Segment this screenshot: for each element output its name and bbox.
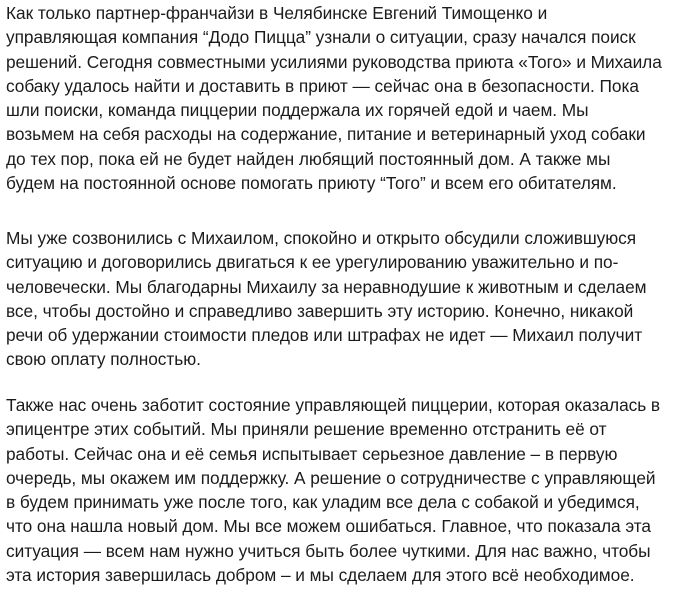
paragraph-line: очередь, мы окажем им поддержку. А решение о сотрудничестве с управляющей — [6, 467, 656, 488]
paragraph-line: управляющая компания “Додо Пицца” узнали о ситуации, сразу начался поиск — [6, 27, 636, 48]
paragraph-2 — [6, 226, 696, 372]
paragraph-line: человечески. Мы благодарны Михаилу за неравнодушие к животным и сделаем — [6, 276, 647, 297]
paragraph-line: эпицентре этих событий. Мы приняли решение временно отстранить её от — [6, 419, 607, 440]
paragraph-line: работы. Сейчас она и её семья испытывает серьезное давление – в первую — [6, 443, 618, 464]
paragraph-3 — [6, 393, 696, 587]
paragraph-line: возьмем на себя расходы на содержание, питание и ветеринарный уход собаки — [6, 124, 646, 145]
paragraph-line: будем на постоянной основе помогать приюту “Того” и всем его обитателям. — [6, 173, 617, 194]
paragraph-line: ситуацию и договорились двигаться к ее урегулированию уважительно и по- — [6, 252, 619, 273]
paragraph-line: решений. Сегодня совместными усилиями руководства приюта «Того» и Михаила — [6, 51, 662, 72]
paragraph-line: что она нашла новый дом. Мы все можем ошибаться. Главное, что показала эта — [6, 516, 651, 537]
paragraph-line: ситуация — всем нам нужно учиться быть более чуткими. Для нас важно, чтобы — [6, 540, 651, 561]
paragraph-line: шли поиски, команда пиццерии поддержала их горячей едой и чаем. Мы — [6, 100, 589, 121]
paragraph-line: в будем принимать уже после того, как уладим все дела с собакой и убедимся, — [6, 492, 640, 513]
paragraph-line: речи об удержании стоимости пледов или штрафах не идет — Михаил получит — [6, 325, 643, 346]
paragraph-line: Как только партнер-франчайзи в Челябинске Евгений Тимощенко и — [6, 3, 548, 23]
paragraph-line: собаку удалось найти и доставить в приют — сейчас она в безопасности. Пока — [6, 75, 639, 96]
paragraph-line: все, чтобы достойно и справедливо завершить эту историю. Конечно, никакой — [6, 300, 634, 321]
paragraph-1 — [6, 1, 696, 195]
paragraph-line: эта история завершилась добром – и мы сделаем для этого всё необходимое. — [6, 565, 635, 586]
paragraph-line: до тех пор, пока ей не будет найден любящий постоянный дом. А также мы — [6, 148, 611, 169]
paragraph-line: свою оплату полностью. — [6, 349, 201, 370]
paragraph-line: Также нас очень заботит состояние управляющей пиццерии, которая оказалась в — [6, 395, 661, 415]
paragraph-line: Мы уже созвонились с Михаилом, спокойно и открыто обсудили сложившуюся — [6, 228, 637, 248]
